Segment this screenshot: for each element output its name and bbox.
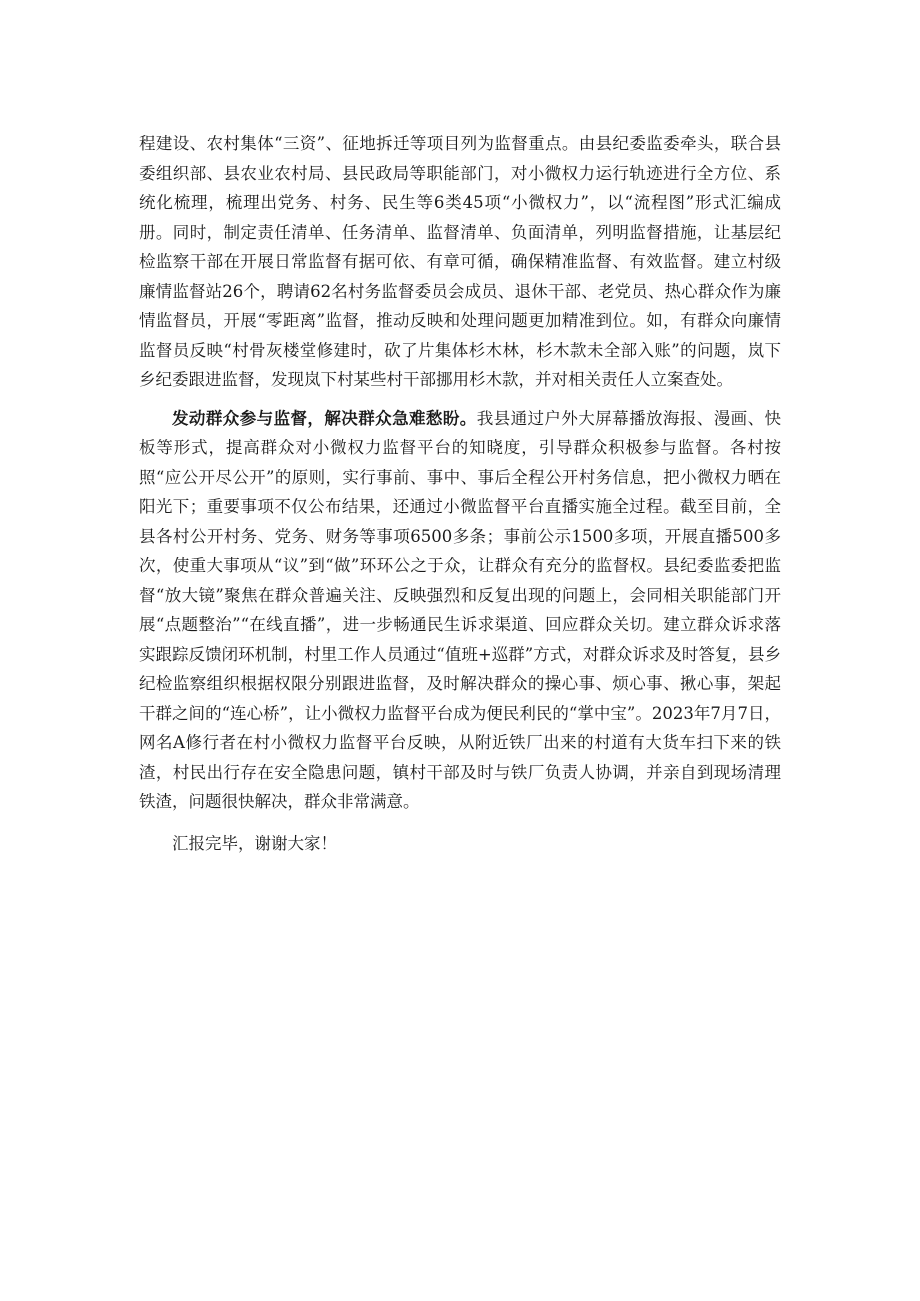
paragraph-text: 我县通过户外大屏幕播放海报、漫画、快板等形式，提高群众对小微权力监督平台的知晓度，引导群众积极参与监督。各村按照“应公开尽公开”的原则，实行事前、事中、事后全程公开村务信息，把小微权力晒在阳光下；重要事项不仅公布结果，还通过小微监督平台直播实施全过程。截至目前，全县各村公开村务、党务、财务等事项6500多条；事前公示1500多项，开展直播500多次，使重大事项从“议”到“做”环环公之于众，让群众有充分的监督权。县纪委监委把监督“放大镜”聚焦在群众普遍关注、反映强烈和反复出现的问题上，会同相关职能部门开展“点题整治”“在线直播”，进一步畅通民生诉求渠道、回应群众关切。建立群众诉求落实跟踪反馈闭环机制，村里工作人员通过“值班+巡群”方式，对群众诉求及时答复，县乡纪检监察组织根据权限分别跟进监督，及时解决群众的操心事、烦心事、揪心事，架起干群之间的“连心桥”，让小微权力监督平台成为便民利民的“掌中宝”。2023年7月7日，网名A修行者在村小微权力监督平台反映，从附近铁厂出来的村道有大货车扫下来的铁渣，村民出行存在安全隐患问题，镇村干部及时与铁厂负责人协调，并亲自到现场清理铁渣，问题很快解决，群众非常满意。	[139, 408, 782, 811]
paragraph-mass-supervision	[139, 404, 781, 817]
closing-remark: 汇报完毕，谢谢大家！	[172, 833, 337, 853]
paragraph-text: 程建设、农村集体“三资”、征地拆迁等项目列为监督重点。由县纪委监委牵头，联合县委组织部、县农业农村局、县民政局等职能部门，对小微权力运行轨迹进行全方位、系统化梳理，梳理出党务、村务、民生等6类45项“小微权力”，以“流程图”形式汇编成册。同时，制定责任清单、任务清单、监督清单、负面清单，列明监督措施，让基层纪检监察干部在开展日常监督有据可依、有章可循，确保精准监督、有效监督。建立村级廉情监督站26个，聘请62名村务监督委员会成员、退休干部、老党员、热心群众作为廉情监督员，开展“零距离”监督，推动反映和处理问题更加精准到位。如，有群众向廉情监督员反映“村骨灰楼堂修建时，砍了片集体杉木林，杉木款未全部入账”的问题，岚下乡纪委跟进监督，发现岚下村某些村干部挪用杉木款，并对相关责任人立案查处。	[139, 134, 781, 389]
document-body	[139, 129, 781, 867]
paragraph-lead-heading: 发动群众参与监督，解决群众急难愁盼。	[172, 408, 477, 428]
paragraph-continued	[139, 129, 781, 395]
